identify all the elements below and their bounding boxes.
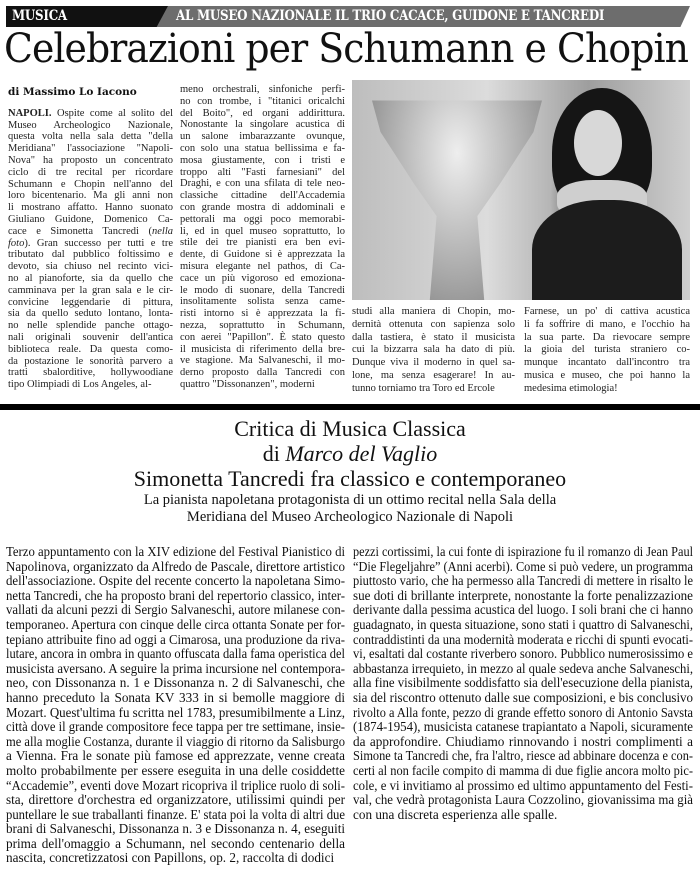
text-line: sia del riscontro ottenuto dalle sue composizioni, e bis conclusivo [353, 689, 693, 705]
photo-face [574, 110, 622, 176]
text-line [8, 96, 173, 108]
text-line: Meridiana" l'associazione "Napoli- [8, 143, 173, 155]
text-line: sue doti di brillante interprete, nonostante la forte penalizzazione [353, 587, 693, 603]
photo-pianist [352, 80, 690, 300]
text-line: classiche cittadine dell'Accademia [180, 190, 345, 202]
text-line: derivante dalla pessima acustica del luogo. I soli brani che ci hanno [353, 602, 693, 618]
text-line: sia da quello seduto lontano, lonta- [8, 308, 173, 320]
text-line: il musicista di riferimento della bre- [180, 343, 345, 355]
section-label: MUSICA [12, 8, 67, 24]
text-line: “Accademie”, eventi dove Mozart ricopriva il triplice ruolo di soli- [6, 777, 345, 793]
text-line: tributato dal pubblico foltissimo e [8, 249, 173, 261]
text-line: munque incantato dall'incontro tra [524, 357, 690, 369]
text-line: certi al non facile compito di mamma di due figlie ancora molto pic- [353, 762, 693, 778]
text-line: Nonostante la singolare acustica di [180, 119, 345, 131]
byline: di Massimo Lo Iacono [8, 86, 137, 98]
text-line: tratti sbalorditive, hollywoodiane [8, 367, 173, 379]
text-line: meno orchestrali, sinfoniche perfi- [180, 84, 345, 95]
text-line: musicista aversano. A seguire la prima incursione nel contempora- [6, 660, 345, 676]
dateline: NAPOLI. [8, 107, 52, 119]
review-subtitle-2: Meridiana del Museo Archeologico Nazionale di Napoli [186, 509, 514, 525]
article-column-4 [524, 306, 690, 396]
text-line: dalla tastiera, è stato il musicista [352, 331, 515, 343]
text-line: li mostrano affatto. Hanno suonato [8, 202, 173, 214]
text-line: devoto, sia chiuso nel recinto vici- [8, 261, 173, 273]
article-column-3 [352, 306, 515, 396]
text-line: loro bicentenario. Ma gli anni non [8, 190, 173, 202]
text-line: cace e Simonetta Tancredi (nella [8, 225, 173, 237]
text-line: netta Tancredi, che ha proposto brani del repertorio classico, inter- [6, 587, 345, 603]
text-line: convicine leggendarie di pittura, [8, 296, 173, 308]
text-line: le modo di suonare, della Tancredi [180, 284, 345, 296]
text-line: prima dell'omaggio a Schumann, nel secondo centenario della [6, 835, 345, 851]
text-line: sta, direttore d'orchestra ed organizzatore, utilissimi quindi per [6, 792, 345, 808]
text-line: no nelle splendide panche ottago- [8, 320, 173, 332]
text-line: la sua parte. Da rievocare sempre [524, 331, 690, 343]
text-line: insolitamente solista senza came- [180, 296, 345, 308]
review-byline [0, 441, 700, 466]
text-line: nascita, concretizzatosi con Papillons, op. 2, raccolta di dodici [6, 850, 335, 866]
text-line: dente, di Guidone si è apprezzata la [180, 249, 345, 261]
text-line: li, ed in quel museo soprattutto, lo [180, 225, 345, 237]
text-line: da approfondire. Chiudiamo rinnovando i nostri complimenti a [353, 733, 693, 749]
text-line: Napolinova, organizzato da Alfredo de Pascale, direttore artistico [6, 558, 345, 574]
text-line: tipo Olimpiadi di Los Angeles, al- [8, 379, 152, 391]
text-line: biblioteca reale. Da questa como- [8, 343, 173, 355]
text-line: un salone imbarazzante ovunque, [180, 131, 345, 143]
text-line: li fa soffrire di mano, e l'occhio ha [524, 318, 690, 330]
text-line: ve stagione. Ma Salvaneschi, il mo- [180, 355, 345, 367]
review-title: Simonetta Tancredi fra classico e contemporaneo [133, 466, 567, 491]
text-line: del Boito", ed organi addirittura. [180, 107, 345, 119]
text-line: ciclo di tre recital per ricordare [8, 166, 173, 178]
text-line: la gioia del turista straniero co- [524, 344, 690, 356]
text-line: a Vienna. Fra le sonate più famose ed apprezzate, venne creata [6, 748, 345, 764]
text-line: foto). Gran successo per tutti e tre [8, 237, 173, 249]
article-column-2 [180, 84, 345, 391]
text-line: alla fine visibilmente soddisfatto sia dell'esecuzione della pianista, [353, 675, 693, 691]
photo-urn [372, 90, 542, 300]
text-line: mosa giustamente, con i tristi e [180, 154, 345, 166]
text-line: neo, con Dissonanza n. 1 e Dissonanza n. 2 di Salvaneschi, che [6, 675, 345, 691]
text-line: stile dei tre pianisti era ben evi- [180, 237, 345, 249]
text-line: puntellare le sue traballanti finanze. E' stata poi la volta di altri due [6, 806, 345, 822]
text-line: camminava per la gran sala e le cir- [8, 284, 173, 296]
review-column-left [6, 545, 345, 866]
text-line: lutare, ancora in ombra in quanto offuscata dalla fama operistica del [6, 646, 345, 662]
text-line: cace un più vigoroso ed emoziona- [180, 272, 345, 284]
text-line: musica e museo, che poi hanno la [524, 369, 690, 381]
text-line: nezza, soprattutto in Schumann, [180, 319, 345, 331]
text-line: tunno torniamo tra Toro ed Ercole [352, 382, 495, 394]
article-column-1 [8, 96, 173, 391]
text-line: pezzi cortissimi, la cui fonte di ispirazione fu il romanzo di Jean Paul [353, 544, 693, 559]
text-line: questa volta nella sala detta "della [8, 131, 173, 143]
text-line: rivolto a Alla fonte, pezzo di grande effetto sonoro di Antonio Savsta [353, 704, 693, 720]
text-line: hanno preceduto la Sonata KV 333 in si bemolle maggiore di [6, 689, 345, 705]
text-line: quattro "Dissonanzen", moderni [180, 378, 315, 390]
text-line: me alla moglie Costanza, durante il viaggio di ritorno da Salisburgo [6, 733, 345, 749]
text-line: Museo Archeologico Nazionale, [8, 119, 173, 131]
text-line: Draghi, e con una sfilata di tele neo- [180, 178, 345, 190]
text-line: lone, ma senza esagerare! In au- [352, 369, 515, 381]
text-line: NAPOLI. Ospite come al solito del [8, 107, 173, 119]
text-line: no al pianoforte, sia da quello che [8, 272, 173, 284]
section-divider [0, 404, 700, 410]
text-line: no con trombe, i "titanici oricalchi [180, 95, 345, 107]
text-line: val, che vedrà protagonista Laura Cozzolino, giovanissima ma già [353, 792, 693, 808]
text-line: con una discreta esperienza alle spalle. [353, 806, 558, 822]
review-subtitle-1: La pianista napoletana protagonista di un ottimo recital nella Sala della [143, 492, 557, 508]
text-line: molto probabilmente per essere eseguita in una delle cosiddette [6, 762, 345, 778]
headline: Celebrazioni per Schumann e Chopin [4, 26, 688, 72]
photo-dress [532, 200, 682, 300]
text-line: brani di Salvaneschi, Dissonanza n. 3 e Dissonanza n. 4, eseguiti [6, 821, 345, 837]
text-line: Dunque viva il moderno in quel sa- [352, 357, 515, 369]
text-line: Mozart. Quest'ultima fu scritta nel 1783, presumibilmente a Linz, [6, 704, 345, 720]
text-line: studi alla maniera di Chopin, mo- [352, 306, 515, 317]
kicker: AL MUSEO NAZIONALE IL TRIO CACACE, GUIDONE E TANCREDI [176, 8, 605, 24]
text-line: nali originali souvenir dell'antica [8, 331, 173, 343]
text-line: dell'associazione. Ospite del recente concerto la napoletana Simo- [6, 573, 345, 589]
text-line: tepiano attribuite fino ad oggi a Cimarosa, una produzione da riva- [6, 631, 345, 647]
text-line: contraddistinti da una modernità moderata e ricchi di spunti evocati- [353, 631, 693, 647]
author-name: Marco del Vaglio [285, 441, 438, 466]
text-line: Farnese, un po' di cattiva acustica [524, 306, 690, 317]
text-line: temporaneo. Apertura con cinque delle circa ottanta Sonate per for- [6, 616, 345, 632]
review-column-right [353, 545, 693, 822]
text-line: medesima etimologia! [524, 382, 618, 394]
text-line: cole, e vi invitiamo al prossimo ed ultimo appuntamento del Festi- [353, 777, 693, 793]
text-line: da postazione le sonorità parvero a [8, 355, 173, 367]
text-line: “Die Flegeljahre” (Anni acerbi). Come si può vedere, un programma [353, 558, 693, 574]
section-banner [6, 6, 690, 27]
text-line: Simone ta Tancredi che, fra l'altro, riesce ad abbinare docenza e con- [353, 748, 693, 764]
text-line: con solo una statua bellissima e fa- [180, 142, 345, 154]
text-line: cui la bizzarra sala ha dato di più. [352, 344, 515, 356]
text-line: vallati da alcuni pezzi di Sergio Salvaneschi, autore milanese con- [6, 602, 345, 618]
text-line: città dove il grande compositore fece tappa per tre settimane, insie- [6, 719, 345, 735]
text-line: Schumann e Chopin nell'anno del [8, 178, 173, 190]
text-line: Nova" ha proposto un concentrato [8, 154, 173, 166]
author-prefix: di [262, 441, 286, 466]
column-title: Critica di Musica Classica [234, 416, 466, 441]
text-line: vi, esaltati dal costante riverbero sonoro. Pubblico numerosissimo e [353, 646, 693, 662]
text-line: Terzo appuntamento con la XIV edizione del Festival Pianistico di [6, 544, 345, 559]
text-line: abbastanza irrequieto, in mezzo al quale sedeva anche Salvaneschi, [353, 660, 693, 676]
text-line: con grande mostra di addominali e [180, 201, 345, 213]
text-line: troppo alti "Fasti farnesiani" del [180, 166, 345, 178]
text-line: guadagnato, in questa situazione, sono stati i quattro di Salvaneschi, [353, 616, 693, 632]
text-line: con aerei "Papillon". È stato questo [180, 331, 345, 343]
text-line: dernità ottenuta con sapienza solo [352, 318, 515, 330]
text-line: (1874-1954), musicista catanese trapiantato a Napoli, sicuramente [353, 719, 693, 735]
text-line: Giuliano Guidone, Domenico Ca- [8, 213, 173, 225]
text-line: pettorali ma oggi poco memorabi- [180, 213, 345, 225]
text-line: misura elegante nel pathos, di Ca- [180, 260, 345, 272]
text-line: derno proposto dalla Tancredi con [180, 367, 345, 379]
text-line: risti intorno si è apprezzata la fi- [180, 308, 345, 320]
text-line: piuttosto vario, che ha permesso alla Tancredi di mettere in risalto le [353, 573, 693, 589]
